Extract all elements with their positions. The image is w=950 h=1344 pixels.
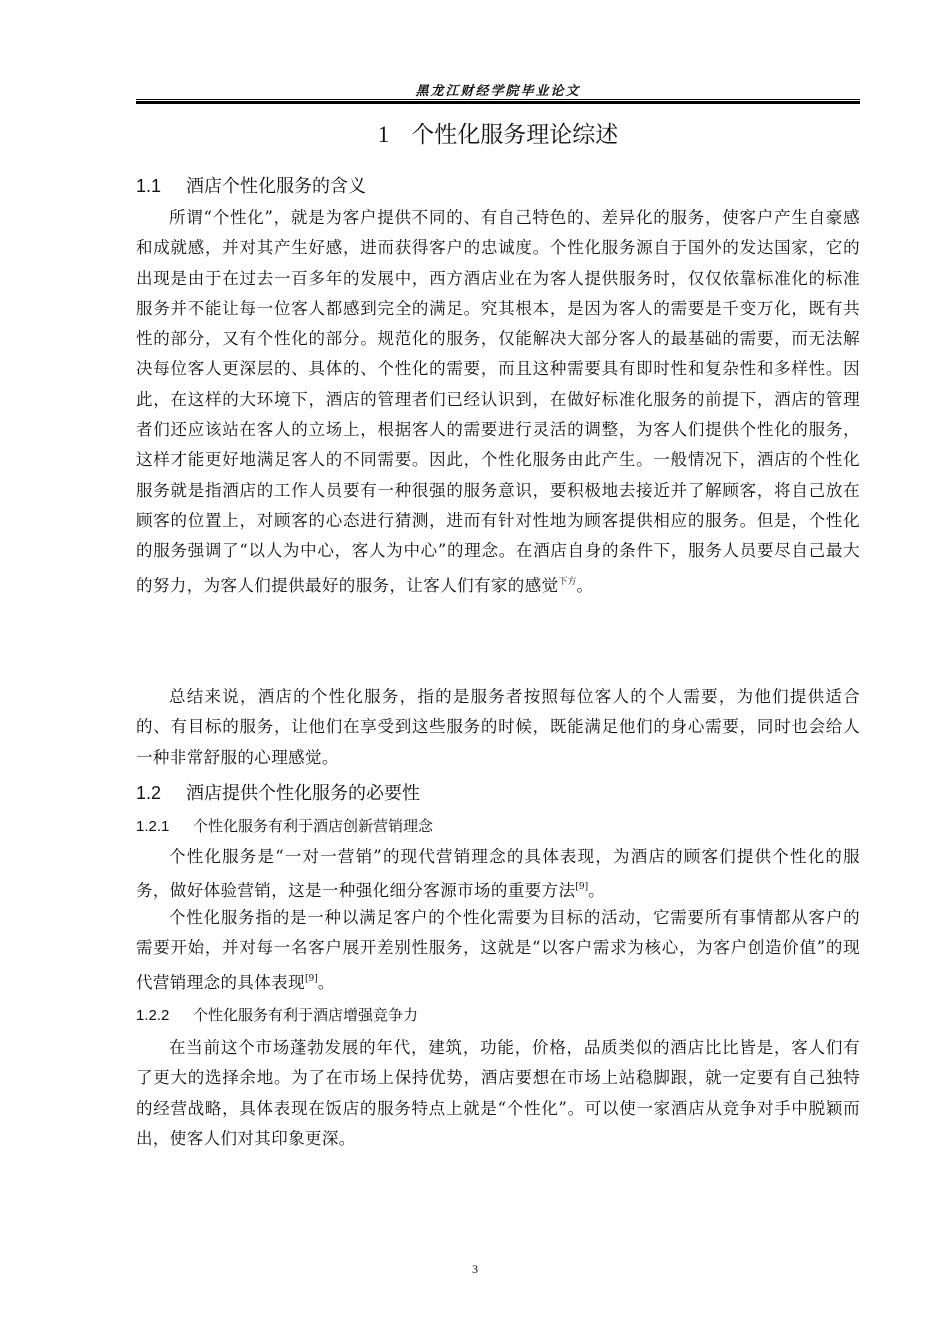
subsection-title: 个性化服务有利于酒店创新营销理念 xyxy=(193,817,434,835)
subsection-number: 1.2.1 xyxy=(136,818,170,835)
citation-superscript: [9] xyxy=(305,973,318,984)
paragraph-1-2-1-a xyxy=(136,842,860,907)
chapter-number: 1 xyxy=(377,122,390,147)
section-heading-1-1 xyxy=(136,172,366,198)
header-rule-thin xyxy=(136,99,860,100)
paragraph-1-2-1-b xyxy=(136,903,860,998)
paragraph-end: 。 xyxy=(588,881,606,901)
citation-superscript: [9] xyxy=(575,882,589,893)
subsection-number: 1.2.2 xyxy=(136,1007,170,1024)
running-header: 黑龙江财经学院毕业论文 xyxy=(415,84,581,99)
header-rule-thick xyxy=(136,101,860,104)
paragraph-text: 所谓“个性化”，就是为客户提供不同的、有自己特色的、差异化的服务，使客户产生自豪感和成就感，并对其产生好感，进而获得客户的忠诚度。个性化服务源自于国外的发达国家，它的出现是由于在过去一百多年的发展中，西方酒店业在为客人提供服务时，仅仅依靠标准化的标准服务并不能让每一位客人都感到完全的满足。究其根本，是因为客人的需要是千变万化，既有共性的部分，又有个性化的部分。规范化的服务，仅能解决大部分客人的最基础的需要，而无法解决每位客人更深层的、具体的、个性化的需要，而且这种需要具有即时性和复杂性和多样性。因此，在这样的大环境下，酒店的管理者们已经认识到，在做好标准化服务的前提下，酒店的管理者们还应该站在客人的立场上，根据客人的需要进行灵活的调整，为客人们提供个性化的服务，这样才能更好地满足客人的不同需要。因此，个性化服务由此产生。一般情况下，酒店的个性化服务就是指酒店的工作人员要有一种很强的服务意识，要积极地去接近并了解顾客，将自己放在顾客的位置上，对顾客的心态进行猜测，进而有针对性地为顾客提供相应的服务。但是，个性化的服务强调了“以人为中心，客人为中心”的理念。在酒店自身的条件下，服务人员要尽自己最大的努力，为客人们提供最好的服务，让客人们有家的感觉 xyxy=(136,208,860,595)
section-number: 1.1 xyxy=(136,176,162,196)
paragraph-text: 个性化服务是“一对一营销”的现代营销理念的具体表现，为酒店的顾客们提供个性化的服务，做好体验营销，这是一种强化细分客源市场的重要方法 xyxy=(136,847,860,901)
paragraph-1-1-a xyxy=(136,203,860,601)
paragraph-text: 个性化服务指的是一种以满足客户的个性化需要为目标的活动，它需要所有事情都从客户的需要开始，并对每一名客户展开差别性服务，这就是“以客户需求为核心，为客户创造价值”的现代营销理念的具体表现 xyxy=(136,908,860,992)
paragraph-end: 。 xyxy=(317,972,335,992)
section-title: 酒店提供个性化服务的必要性 xyxy=(186,783,420,804)
paragraph-text: 在当前这个市场蓬勃发展的年代，建筑，功能，价格，品质类似的酒店比比皆是，客人们有了更大的选择余地。为了在市场上保持优势，酒店要想在市场上站稳脚跟，就一定要有自己独特的经营战略，具体表现在饭店的服务特点上就是“个性化”。可以使一家酒店从竞争对手中脱颖而出，使客人们对其印象更深。 xyxy=(136,1038,860,1148)
chapter-title-text: 个性化服务理论综述 xyxy=(411,122,619,148)
paragraph-text: 总结来说，酒店的个性化服务，指的是服务者按照每位客人的个人需要，为他们提供适合的、有目标的服务，让他们在享受到这些服务的时候，既能满足他们的身心需要，同时也会给人一种非常舒服的心理感觉。 xyxy=(136,687,860,767)
page-number: 3 xyxy=(472,1262,478,1276)
section-number: 1.2 xyxy=(136,783,162,803)
chapter-title xyxy=(136,116,860,149)
paragraph-1-2-2-a xyxy=(136,1033,860,1154)
citation-superscript: 下方 xyxy=(558,576,577,587)
section-title: 酒店个性化服务的含义 xyxy=(186,176,366,197)
section-heading-1-2 xyxy=(136,779,420,805)
paragraph-end: 。 xyxy=(576,575,594,595)
subsection-heading-1-2-1 xyxy=(136,815,433,836)
subsection-title: 个性化服务有利于酒店增强竞争力 xyxy=(193,1006,419,1024)
paragraph-1-1-b xyxy=(136,682,860,773)
subsection-heading-1-2-2 xyxy=(136,1004,418,1025)
